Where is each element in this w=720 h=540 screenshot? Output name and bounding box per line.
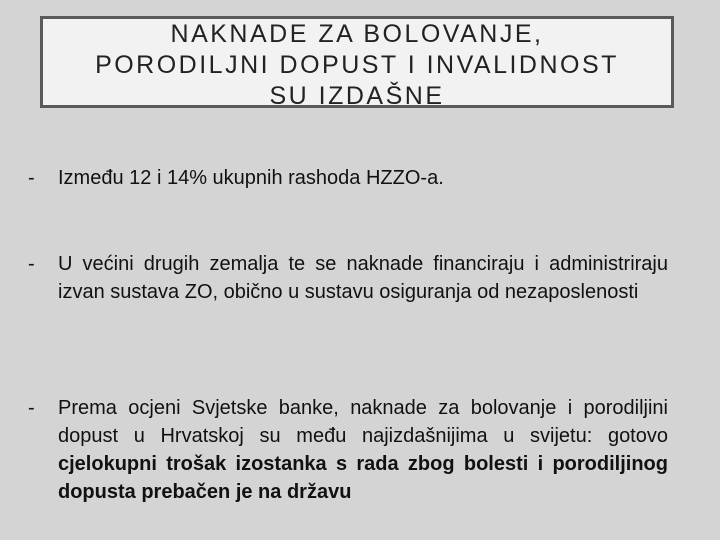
bullet-item-1 bbox=[28, 164, 668, 192]
title-box bbox=[40, 16, 674, 108]
bullet-item-3 bbox=[28, 394, 668, 506]
bullet-text-2: U većini drugih zemalja te se naknade financiraju i administriraju izvan sustava ZO, obično u sustavu osiguranja od nezaposlenosti bbox=[58, 253, 668, 303]
title-line-2: PORODILJNI DOPUST I INVALIDNOST bbox=[95, 51, 619, 79]
bullet-text-3 bbox=[58, 394, 668, 506]
bullet-text-3-bold: cjelokupni trošak izostanka s rada zbog bolesti i porodiljinog dopusta prebačen je na državu bbox=[58, 453, 668, 503]
bullet-text-3-plain: Prema ocjeni Svjetske banke, naknade za bolovanje i porodiljini dopust u Hrvatskoj su među najizdašnijima u svijetu: gotovo bbox=[58, 397, 668, 447]
bullet-marker: - bbox=[28, 167, 35, 189]
bullet-item-2 bbox=[28, 250, 668, 306]
bullet-marker: - bbox=[28, 253, 35, 275]
bullet-marker: - bbox=[28, 397, 35, 419]
bullet-text-1: Između 12 i 14% ukupnih rashoda HZZO-a. bbox=[58, 167, 444, 189]
title-line-3: SU IZDAŠNE bbox=[269, 82, 445, 110]
title-line-1: NAKNADE ZA BOLOVANJE, bbox=[170, 20, 544, 48]
